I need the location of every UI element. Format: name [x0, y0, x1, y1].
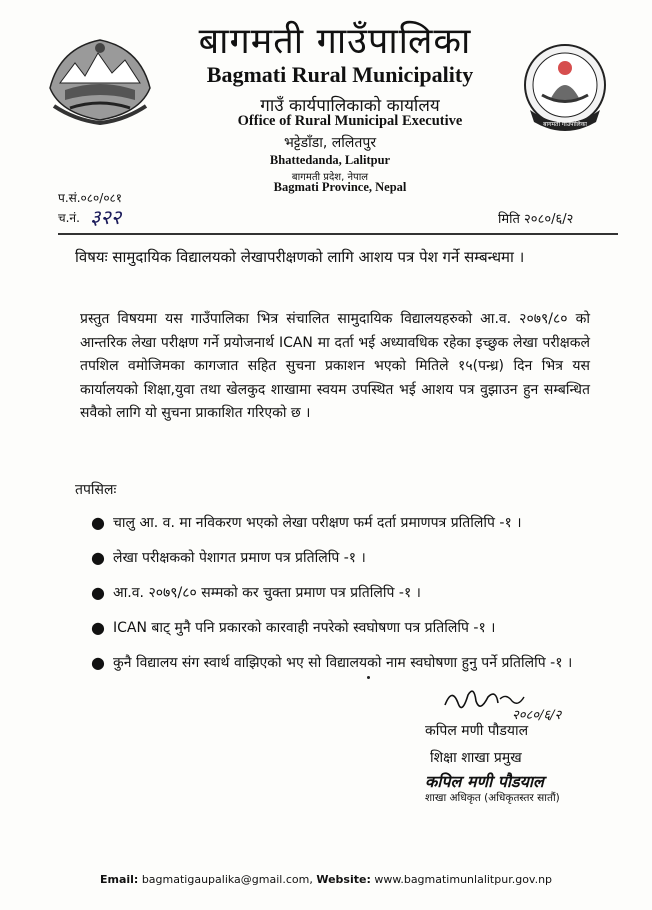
header-divider: [58, 233, 618, 235]
list-item: [85, 547, 605, 569]
letter-subject: विषयः सामुदायिक विद्यालयको लेखापरीक्षणको लागि आशय पत्र पेश गर्ने सम्बन्धमा ।: [75, 248, 525, 266]
bullet-icon: ●: [91, 548, 105, 567]
website-link[interactable]: www.bagmatimunlalitpur.gov.np: [374, 873, 553, 886]
list-item: [85, 582, 605, 604]
list-item-text: ICAN बाट् मुनै पनि प्रकारको कारवाही नपरेको स्वघोषणा पत्र प्रतिलिपि -१ ।: [113, 620, 496, 636]
bullet-icon: ●: [91, 583, 105, 602]
province-nepali: बागमती प्रदेश, नेपाल: [291, 172, 369, 183]
letter-number: प.सं.०८०/०८१: [58, 191, 123, 205]
logo-ring-text: बागमती गाउँपालिका: [543, 121, 587, 128]
list-item: [85, 617, 605, 639]
email-label: Email:: [99, 873, 139, 886]
address-nepali: भट्टेडाँडा, ललितपुर: [283, 135, 377, 151]
letter-date: मिति २०८०/६/२: [498, 212, 574, 227]
letter-body: प्रस्तुत विषयमा यस गाउँपालिका भित्र संचालित सामुदायिक विद्यालयहरुको आ.व. २०७९/८० को आन्तरिक लेखा परीक्षण गर्ने प्रयोजनार्थ ICAN मा दर्ता भई अध्यावधिक रहेका इच्छुक लेखा परीक्षकले तपशिल वमोजिमका कागजात सहित सुचना प्रकाशन भएको मितिले १५(पन्ध्र) दिन भित्र यस कार्यालयको शिक्षा,युवा तथा खेलकुद शाखामा स्वयम उपस्थित भई आशय पत्र वुझाउन हुन सम्बन्धित सवैको लागि यो सुचना प्राकाशित गरिएको छ ।: [80, 311, 590, 422]
nepal-government-emblem-icon: [40, 28, 160, 128]
list-item: [85, 652, 605, 674]
email-address[interactable]: bagmatigaupalika@gmail.com: [141, 873, 310, 886]
list-item-text: चालु आ. व. मा नविकरण भएको लेखा परीक्षण फर्म दर्ता प्रमाणपत्र प्रतिलिपि -१ ।: [113, 515, 522, 531]
handwritten-signature: [440, 685, 590, 725]
signatory-role: शिक्षा शाखा प्रमुख: [430, 750, 522, 766]
office-name-english: Office of Rural Municipal Executive: [237, 113, 463, 129]
list-item-text: लेखा परीक्षकको पेशागत प्रमाण पत्र प्रतिलिपि -१ ।: [113, 550, 366, 566]
stamp-name: कपिल मणी पौडयाल: [425, 772, 544, 791]
website-label: Website:: [316, 873, 371, 886]
list-item: [85, 512, 605, 534]
signature-date: २०८०/६/२: [512, 708, 562, 723]
requirements-list: [85, 512, 605, 687]
footer-contact: Email: bagmatigaupalika@gmail.com, Website: www.bagmatimunlalitpur.gov.np: [99, 873, 553, 886]
bullet-icon: ●: [91, 653, 105, 672]
ink-dot: [367, 676, 370, 679]
handwritten-dispatch-number-text: ३२२: [90, 205, 122, 229]
municipality-logo-icon: [520, 40, 610, 135]
municipality-name-english: Bagmati Rural Municipality: [206, 62, 474, 87]
province-english: Bagmati Province, Nepal: [273, 180, 407, 194]
signatory-name: कपिल मणी पौडयाल: [425, 723, 529, 739]
dispatch-number-label: च.नं.: [58, 211, 80, 225]
list-item-text: आ.व. २०७९/८० सम्मको कर चुक्ता प्रमाण पत्र प्रतिलिपि -१ ।: [113, 585, 421, 601]
stamp-role: शाखा अधिकृत (अधिकृतस्तर सातौं): [425, 792, 560, 804]
bullet-icon: ●: [91, 618, 105, 637]
address-english: Bhattedanda, Lalitpur: [269, 153, 391, 167]
bullet-icon: ●: [91, 513, 105, 532]
office-name-nepali: गाउँ कार्यपालिकाको कार्यालय: [260, 96, 440, 116]
handwritten-dispatch-number: [88, 204, 148, 230]
list-item-text: कुनै विद्यालय संग स्वार्थ वाझिएको भए सो विद्यालयको नाम स्वघोषणा हुनु पर्ने प्रतिलिपि -१ ।: [113, 655, 573, 671]
municipality-name-nepali: बागमती गाउँपालिका: [198, 21, 472, 62]
details-label: तपसिलः: [75, 482, 117, 498]
